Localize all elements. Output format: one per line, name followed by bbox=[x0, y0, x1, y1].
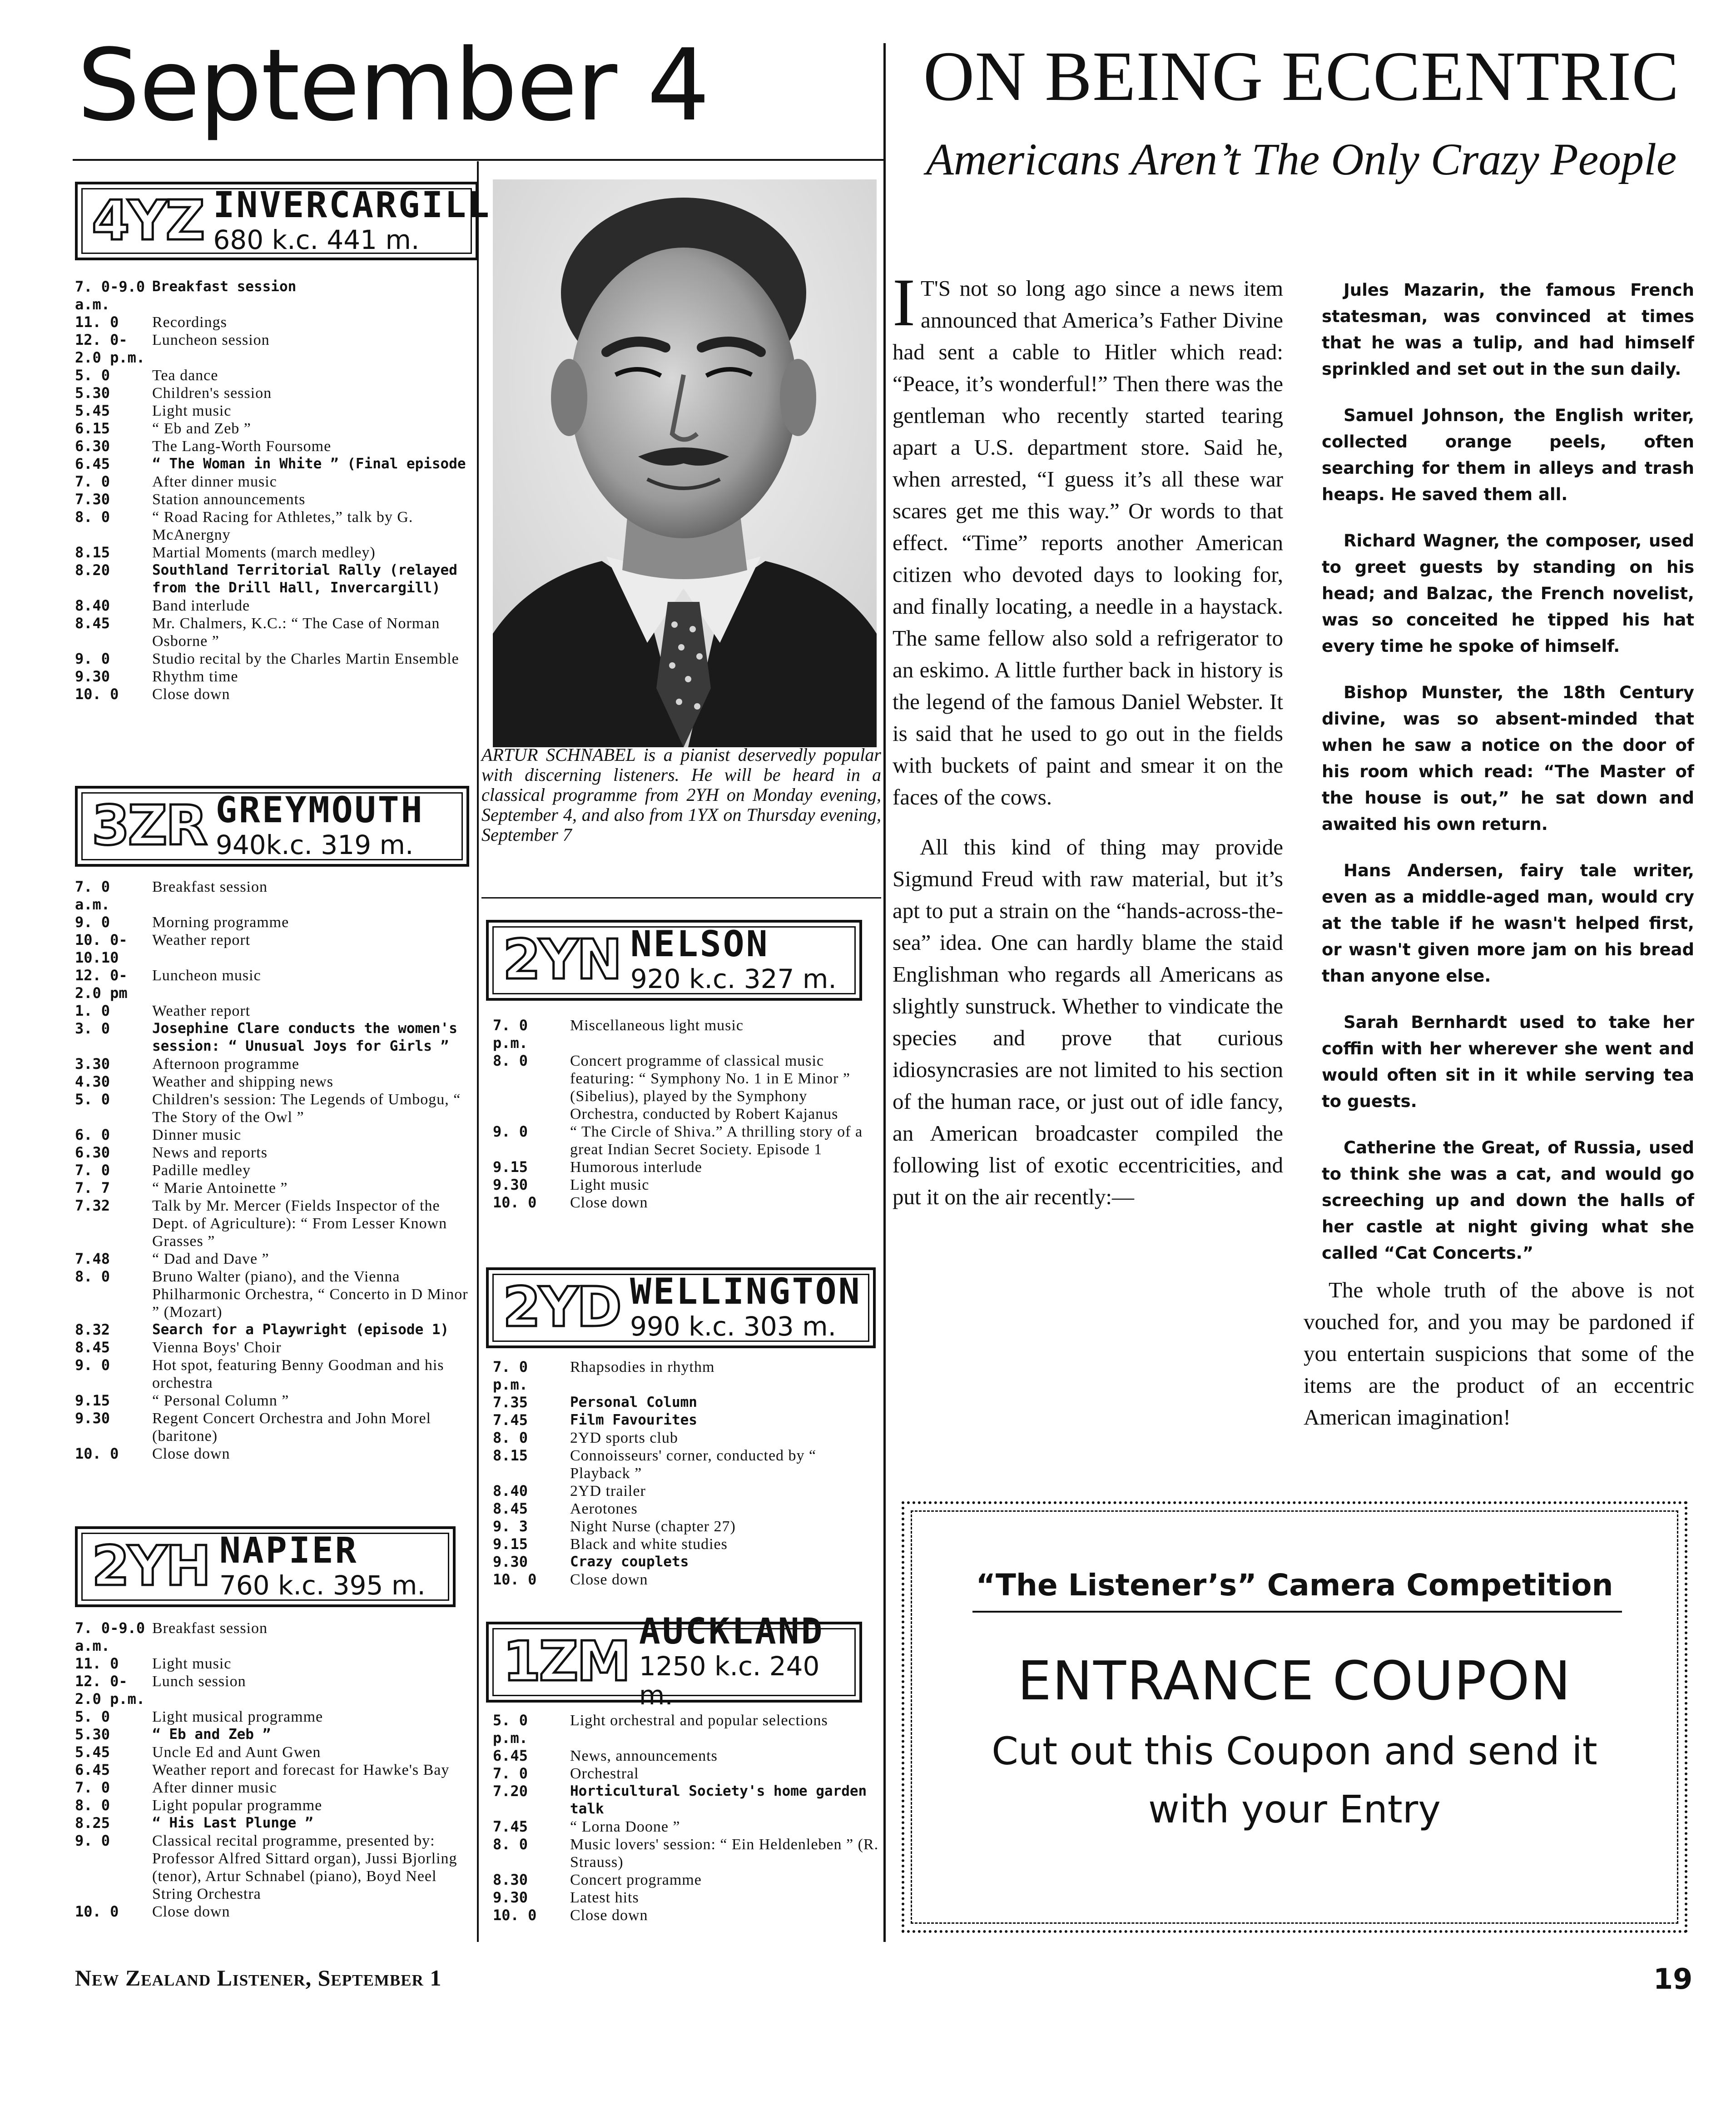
program-title: Southland Territorial Rally (relayed from the Drill Hall, Invercargill) bbox=[152, 562, 457, 596]
coupon-title: “The Listener’s” Camera Competition bbox=[976, 1568, 1613, 1603]
program-row bbox=[493, 1411, 879, 1429]
program-time: 7. 0 p.m. bbox=[493, 1358, 528, 1393]
program-time: 7. 0 bbox=[75, 473, 110, 490]
program-title: Latest hits bbox=[570, 1889, 639, 1906]
program-row bbox=[75, 650, 470, 668]
program-title: “ Marie Antoinette ” bbox=[152, 1180, 288, 1197]
program-row bbox=[75, 331, 470, 367]
program-time: 8.15 bbox=[75, 544, 110, 561]
program-time: 9. 3 bbox=[493, 1518, 528, 1535]
program-row bbox=[493, 1447, 879, 1482]
program-row bbox=[75, 1708, 470, 1726]
program-title: Horticultural Society's home garden talk bbox=[570, 1783, 867, 1817]
program-time: 7.30 bbox=[75, 491, 110, 508]
program-title: Children's session: The Legends of Umbogu, “ The Story of the Owl ” bbox=[152, 1091, 461, 1126]
program-title: Close down bbox=[570, 1907, 648, 1924]
eccentricity-item: Bishop Munster, the 18th Century divine, was so absent-minded that when he saw a notice on the door of his room which read: “The Master of the house is out,” he sat down and awaited his own return. bbox=[1322, 683, 1694, 834]
station-frequency: 1250 k.c. 240 m. bbox=[639, 1651, 820, 1711]
program-row bbox=[75, 437, 470, 455]
header-rule bbox=[73, 159, 886, 161]
program-title: The Lang-Worth Foursome bbox=[152, 438, 332, 455]
station-box-2yn bbox=[486, 920, 862, 1001]
program-title: Regent Concert Orchestra and John Morel (baritone) bbox=[152, 1410, 431, 1445]
station-box-2yh bbox=[75, 1526, 456, 1607]
program-row bbox=[75, 1179, 470, 1197]
station-box-1zm bbox=[486, 1611, 862, 1711]
program-time: 9.30 bbox=[75, 1410, 110, 1427]
article-subtitle: Americans Aren’t The Only Crazy People bbox=[926, 134, 1677, 184]
station-frequency: 920 k.c. 327 m. bbox=[630, 963, 837, 995]
program-time: 3. 0 bbox=[75, 1020, 110, 1037]
program-row bbox=[75, 473, 470, 491]
coupon-title-underline bbox=[972, 1611, 1622, 1613]
program-time: 7. 0-9.0 a.m. bbox=[75, 278, 145, 313]
station-city: AUCKLAND bbox=[639, 1611, 824, 1653]
program-time: 5.45 bbox=[75, 402, 110, 419]
program-title: Miscellaneous light music bbox=[570, 1017, 744, 1034]
program-time: 7. 0 bbox=[75, 1779, 110, 1796]
drop-cap: I bbox=[893, 265, 915, 340]
program-time: 8.45 bbox=[75, 615, 110, 632]
program-row bbox=[493, 1518, 879, 1535]
program-title: Afternoon programme bbox=[152, 1056, 299, 1072]
page-date-heading: September 4 bbox=[77, 28, 709, 143]
program-title: News and reports bbox=[152, 1144, 268, 1161]
coupon-line-1: Cut out this Coupon and send it bbox=[992, 1729, 1597, 1773]
program-title: News, announcements bbox=[570, 1748, 718, 1764]
eccentricity-item: Catherine the Great, of Russia, used to think she was a cat, and would go screeching up and down the halls of her castle at night giving what she called “Cat Concerts.” bbox=[1322, 1138, 1694, 1263]
program-time: 7.20 bbox=[493, 1782, 528, 1800]
station-city: NAPIER bbox=[219, 1530, 358, 1572]
program-row bbox=[493, 1836, 879, 1871]
program-row bbox=[75, 1832, 470, 1903]
article-main-column bbox=[893, 265, 1283, 1231]
eccentricity-item: Sarah Bernhardt used to take her coffin with her wherever she went and would often sit in it while serving tea to guests. bbox=[1322, 1013, 1694, 1111]
program-row bbox=[75, 1410, 470, 1445]
program-title: Light orchestral and popular selections bbox=[570, 1712, 828, 1729]
program-row bbox=[75, 1073, 470, 1091]
program-list-4yz bbox=[75, 278, 470, 703]
program-row bbox=[493, 1176, 879, 1194]
program-time: 9.30 bbox=[493, 1553, 528, 1570]
program-title: Breakfast session bbox=[152, 879, 268, 895]
artur-schnabel-portrait bbox=[493, 179, 877, 747]
program-time: 9.30 bbox=[493, 1889, 528, 1906]
program-title: Josephine Clare conducts the women's session: “ Unusual Joys for Girls ” bbox=[152, 1020, 457, 1054]
station-city: WELLINGTON bbox=[630, 1271, 862, 1313]
program-title: “ Eb and Zeb ” bbox=[152, 420, 251, 437]
program-row bbox=[493, 1747, 879, 1765]
program-title: Talk by Mr. Mercer (Fields Inspector of the Dept. of Agriculture): “ From Lesser Known Grasses ” bbox=[152, 1197, 447, 1250]
program-row bbox=[75, 1055, 470, 1073]
program-title: Light music bbox=[152, 1655, 232, 1672]
program-title: “ Personal Column ” bbox=[152, 1392, 289, 1409]
program-title: “ Eb and Zeb ” bbox=[152, 1726, 271, 1743]
station-box-4yz bbox=[75, 182, 491, 260]
program-title: Search for a Playwright (episode 1) bbox=[152, 1321, 449, 1338]
station-callsign: 4YZ bbox=[92, 189, 203, 253]
program-title: Rhythm time bbox=[152, 668, 238, 685]
station-callsign: 1ZM bbox=[503, 1630, 629, 1693]
program-row bbox=[75, 1814, 470, 1832]
program-list-2yn bbox=[493, 1017, 879, 1211]
station-callsign: 3ZR bbox=[92, 794, 206, 858]
program-title: Recordings bbox=[152, 314, 227, 331]
program-title: Concert programme bbox=[570, 1872, 702, 1888]
program-title: Light popular programme bbox=[152, 1797, 322, 1814]
program-title: Close down bbox=[152, 1445, 230, 1462]
program-title: Luncheon music bbox=[152, 967, 261, 984]
program-time: 7.45 bbox=[493, 1411, 528, 1429]
article-closing-paragraph: The whole truth of the above is not vouched for, and you may be pardoned if you entertain suspicions that some of the items are the product of an eccentric American imagination! bbox=[1304, 1277, 1694, 1430]
program-title: Breakfast session bbox=[152, 1620, 268, 1637]
program-time: 5. 0 bbox=[75, 367, 110, 384]
program-title: Band interlude bbox=[152, 597, 250, 614]
program-time: 8.40 bbox=[75, 597, 110, 614]
program-time: 1. 0 bbox=[75, 1002, 110, 1019]
coupon-heading: ENTRANCE COUPON bbox=[1017, 1649, 1572, 1712]
program-title: Padille medley bbox=[152, 1162, 251, 1179]
program-row bbox=[75, 544, 470, 561]
program-time: 9.30 bbox=[75, 668, 110, 685]
program-title: “ Dad and Dave ” bbox=[152, 1251, 269, 1267]
program-row bbox=[75, 402, 470, 420]
program-row bbox=[75, 384, 470, 402]
program-title: Classical recital programme, presented by: Professor Alfred Sittard organ), Jussi Bjorling (tenor), Artur Schnabel (piano), Boyd Neel String Orchestra bbox=[152, 1832, 457, 1902]
program-time: 8. 0 bbox=[493, 1429, 528, 1446]
program-title: Personal Column bbox=[570, 1394, 697, 1410]
program-row bbox=[493, 1358, 879, 1394]
program-title: Martial Moments (march medley) bbox=[152, 544, 376, 561]
program-title: “ His Last Plunge ” bbox=[152, 1815, 313, 1831]
program-title: After dinner music bbox=[152, 1779, 277, 1796]
program-time: 9.30 bbox=[493, 1176, 528, 1193]
program-title: Weather report and forecast for Hawke's Bay bbox=[152, 1762, 450, 1778]
program-time: 9. 0 bbox=[493, 1123, 528, 1140]
caption-rule bbox=[481, 897, 881, 899]
program-title: Weather report bbox=[152, 1003, 251, 1019]
program-title: Close down bbox=[570, 1571, 648, 1588]
program-row bbox=[493, 1818, 879, 1836]
program-row bbox=[75, 931, 470, 967]
program-title: Light musical programme bbox=[152, 1708, 323, 1725]
program-time: 5. 0 bbox=[75, 1091, 110, 1108]
program-row bbox=[75, 1162, 470, 1179]
listing-divider bbox=[477, 161, 479, 1942]
program-title: Weather report bbox=[152, 932, 251, 948]
program-time: 7. 0 p.m. bbox=[493, 1017, 528, 1052]
program-time: 8.25 bbox=[75, 1814, 110, 1832]
program-title: 2YD sports club bbox=[570, 1430, 678, 1446]
program-time: 11. 0 bbox=[75, 1655, 119, 1672]
program-title: Breakfast session bbox=[152, 278, 297, 295]
program-time: 6.45 bbox=[493, 1747, 528, 1764]
program-title: Hot spot, featuring Benny Goodman and his orchestra bbox=[152, 1357, 444, 1391]
program-row bbox=[75, 1655, 470, 1673]
program-time: 8.45 bbox=[493, 1500, 528, 1517]
program-title: Rhapsodies in rhythm bbox=[570, 1359, 715, 1375]
program-time: 9. 0 bbox=[75, 1832, 110, 1849]
column-divider bbox=[883, 43, 886, 1942]
program-time: 9. 0 bbox=[75, 914, 110, 931]
program-title: Close down bbox=[570, 1194, 648, 1211]
program-title: Children's session bbox=[152, 385, 272, 402]
station-frequency: 680 k.c. 441 m. bbox=[213, 224, 420, 255]
program-row bbox=[75, 491, 470, 508]
eccentricities-list bbox=[1322, 277, 1694, 1286]
program-time: 9.15 bbox=[75, 1392, 110, 1409]
program-time: 9. 0 bbox=[75, 1356, 110, 1374]
program-title: 2YD trailer bbox=[570, 1483, 646, 1499]
program-title: Orchestral bbox=[570, 1765, 639, 1782]
program-time: 8.32 bbox=[75, 1321, 110, 1338]
program-row bbox=[75, 1356, 470, 1392]
program-time: 7.35 bbox=[493, 1394, 528, 1411]
program-row bbox=[75, 1619, 470, 1655]
program-row bbox=[493, 1158, 879, 1176]
program-row bbox=[75, 1091, 470, 1126]
program-row bbox=[75, 455, 470, 473]
program-row bbox=[75, 278, 470, 313]
program-title: “ Lorna Doone ” bbox=[570, 1818, 680, 1835]
program-time: 3.30 bbox=[75, 1055, 110, 1072]
program-row bbox=[75, 313, 470, 331]
program-time: 7.45 bbox=[493, 1818, 528, 1835]
program-row bbox=[493, 1889, 879, 1906]
program-title: Uncle Ed and Aunt Gwen bbox=[152, 1744, 321, 1761]
program-row bbox=[75, 1445, 470, 1463]
program-row bbox=[75, 561, 470, 597]
program-row bbox=[75, 1268, 470, 1321]
program-title: Black and white studies bbox=[570, 1536, 728, 1553]
program-time: 8. 0 bbox=[493, 1052, 528, 1069]
footer-publication: New Zealand Listener, September 1 bbox=[75, 1965, 442, 1991]
program-time: 6.45 bbox=[75, 1761, 110, 1778]
program-time: 10. 0 bbox=[75, 1903, 119, 1920]
program-row bbox=[493, 1429, 879, 1447]
program-title: “ Road Racing for Athletes,” talk by G. McAnergny bbox=[152, 509, 413, 543]
program-row bbox=[75, 420, 470, 437]
program-time: 5. 0 bbox=[75, 1708, 110, 1725]
program-time: 11. 0 bbox=[75, 313, 119, 331]
program-title: Bruno Walter (piano), and the Vienna Philharmonic Orchestra, “ Concerto in D Minor ” (Mozart) bbox=[152, 1268, 468, 1321]
program-time: 7. 0 bbox=[75, 1162, 110, 1179]
program-time: 7.32 bbox=[75, 1197, 110, 1214]
station-city: GREYMOUTH bbox=[215, 790, 424, 831]
program-row bbox=[75, 914, 470, 931]
program-time: 8.20 bbox=[75, 561, 110, 579]
program-row bbox=[75, 1797, 470, 1814]
program-time: 8. 0 bbox=[75, 508, 110, 526]
program-title: Station announcements bbox=[152, 491, 306, 508]
program-row bbox=[75, 967, 470, 1002]
station-frequency: 940k.c. 319 m. bbox=[215, 829, 414, 861]
station-callsign: 2YN bbox=[503, 928, 620, 992]
program-time: 8. 0 bbox=[75, 1268, 110, 1285]
program-row bbox=[75, 367, 470, 384]
program-title: “ The Woman in White ” (Final episode bbox=[152, 456, 466, 472]
program-list-2yd bbox=[493, 1358, 879, 1589]
program-row bbox=[75, 508, 470, 544]
station-frequency: 990 k.c. 303 m. bbox=[630, 1311, 837, 1342]
program-row bbox=[75, 1250, 470, 1268]
program-time: 5.30 bbox=[75, 1726, 110, 1743]
program-title: “ The Circle of Shiva.” A thrilling story of a great Indian Secret Society. Episode 1 bbox=[570, 1123, 863, 1158]
program-time: 7. 7 bbox=[75, 1179, 110, 1197]
program-time: 8. 0 bbox=[493, 1836, 528, 1853]
coupon-line-2: with your Entry bbox=[1148, 1787, 1441, 1832]
program-title: Vienna Boys' Choir bbox=[152, 1339, 282, 1356]
program-time: 8.45 bbox=[75, 1339, 110, 1356]
program-title: Morning programme bbox=[152, 914, 289, 931]
program-row bbox=[493, 1482, 879, 1500]
program-list-3zr bbox=[75, 878, 470, 1463]
portrait-caption: ARTUR SCHNABEL is a pianist deservedly popular with discerning listeners. He will be heard in a classical programme from 2YH on Monday evening, September 4, and also from 1YX on Thursday evening, September 7 bbox=[481, 745, 881, 845]
program-row bbox=[75, 615, 470, 650]
program-title: Humorous interlude bbox=[570, 1159, 702, 1176]
program-row bbox=[493, 1500, 879, 1518]
program-row bbox=[75, 685, 470, 703]
program-row bbox=[75, 1002, 470, 1020]
program-time: 9.15 bbox=[493, 1158, 528, 1176]
station-callsign: 2YH bbox=[92, 1535, 209, 1598]
program-time: 8.40 bbox=[493, 1482, 528, 1499]
program-time: 9. 0 bbox=[75, 650, 110, 667]
program-list-1zm bbox=[493, 1712, 879, 1924]
program-time: 6.15 bbox=[75, 420, 110, 437]
program-title: Tea dance bbox=[152, 367, 218, 384]
program-row bbox=[493, 1535, 879, 1553]
program-title: Night Nurse (chapter 27) bbox=[570, 1518, 736, 1535]
program-row bbox=[75, 1726, 470, 1743]
program-title: Concert programme of classical music featuring: “ Symphony No. 1 in E Minor ” (Sibelius), played by the Symphony Orchestra, conducted by Robert Kajanus bbox=[570, 1053, 850, 1122]
program-row bbox=[493, 1571, 879, 1589]
coupon-instructions bbox=[904, 1722, 1685, 1838]
program-list-2yh bbox=[75, 1619, 470, 1921]
program-time: 12. 0-2.0 pm bbox=[75, 967, 128, 1002]
program-row bbox=[75, 1392, 470, 1410]
program-row bbox=[493, 1553, 879, 1571]
program-time: 7. 0 a.m. bbox=[75, 878, 110, 913]
program-row bbox=[75, 1321, 470, 1339]
program-time: 10. 0 bbox=[493, 1571, 537, 1588]
program-row bbox=[493, 1782, 879, 1818]
program-title: Aerotones bbox=[570, 1500, 638, 1517]
program-title: Music lovers' session: “ Ein Heldenleben ” (R. Strauss) bbox=[570, 1836, 879, 1871]
article-paragraph-2: All this kind of thing may provide Sigmund Freud with raw material, but it’s apt to put a strain on the “hands-across-the-sea” idea. One can hardly blame the staid Englishman who regards all Americans as slightly sunstruck. Whether to vindicate the species and prove that curious idiosyncrasies are not limited to his section of the human race, or just out of idle fancy, an American broadcaster compiled the following list of exotic eccentricities, and put it on the air recently:— bbox=[893, 834, 1283, 1209]
program-time: 12. 0-2.0 p.m. bbox=[75, 1673, 145, 1708]
program-time: 10. 0 bbox=[493, 1906, 537, 1924]
program-row bbox=[75, 668, 470, 685]
station-city: NELSON bbox=[630, 924, 769, 965]
program-time: 6.45 bbox=[75, 455, 110, 472]
program-time: 7.48 bbox=[75, 1250, 110, 1267]
eccentricity-item: Samuel Johnson, the English writer, collected orange peels, often searching for them in alleys and trash heaps. He saved them all. bbox=[1322, 406, 1694, 504]
station-box-2yd bbox=[486, 1267, 876, 1348]
eccentricity-item: Hans Andersen, fairy tale writer, even as a middle-aged man, would cry at the table if he wasn't helped first, or wasn't given more jam on his bread than anyone else. bbox=[1322, 861, 1694, 986]
program-time: 7. 0-9.0 a.m. bbox=[75, 1619, 145, 1654]
program-time: 12. 0-2.0 p.m. bbox=[75, 331, 145, 366]
program-row bbox=[75, 1126, 470, 1144]
program-title: Light music bbox=[570, 1177, 650, 1193]
station-city: INVERCARGILL bbox=[213, 184, 491, 226]
program-time: 8.30 bbox=[493, 1871, 528, 1888]
program-title: Studio recital by the Charles Martin Ensemble bbox=[152, 650, 459, 667]
program-row bbox=[75, 1903, 470, 1921]
program-row bbox=[75, 1197, 470, 1250]
station-frequency: 760 k.c. 395 m. bbox=[219, 1570, 426, 1601]
eccentricity-item: Jules Mazarin, the famous French statesman, was convinced at times that he was a tulip, and had himself sprinkled and set out in the sun daily. bbox=[1322, 280, 1694, 379]
program-title: Connoisseurs' corner, conducted by “ Playback ” bbox=[570, 1447, 817, 1482]
program-time: 6.30 bbox=[75, 437, 110, 455]
program-time: 5.45 bbox=[75, 1743, 110, 1761]
program-title: Weather and shipping news bbox=[152, 1073, 333, 1090]
eccentricity-item: Richard Wagner, the composer, used to greet guests by standing on his head; and Balzac, the French novelist, was so conceited he tipped his hat every time he spoke of himself. bbox=[1322, 531, 1694, 656]
program-title: Crazy couplets bbox=[570, 1554, 689, 1570]
page-number: 19 bbox=[1653, 1962, 1693, 1996]
entrance-coupon[interactable] bbox=[902, 1501, 1687, 1933]
program-row bbox=[493, 1394, 879, 1411]
program-row bbox=[75, 1743, 470, 1761]
program-title: Luncheon session bbox=[152, 332, 270, 348]
program-time: 8. 0 bbox=[75, 1797, 110, 1814]
program-time: 9.15 bbox=[493, 1535, 528, 1553]
program-title: After dinner music bbox=[152, 473, 277, 490]
station-box-3zr bbox=[75, 786, 469, 867]
program-row bbox=[493, 1712, 879, 1747]
program-row bbox=[493, 1123, 879, 1158]
program-row bbox=[75, 1144, 470, 1162]
program-title: Dinner music bbox=[152, 1127, 242, 1143]
program-row bbox=[75, 1761, 470, 1779]
program-row bbox=[75, 1779, 470, 1797]
program-title: Close down bbox=[152, 686, 230, 703]
program-row bbox=[493, 1052, 879, 1123]
program-title: Mr. Chalmers, K.C.: “ The Case of Norman Osborne ” bbox=[152, 615, 440, 650]
program-row bbox=[75, 1020, 470, 1055]
program-time: 5.30 bbox=[75, 384, 110, 402]
program-row bbox=[493, 1017, 879, 1052]
program-title: Close down bbox=[152, 1903, 230, 1920]
program-time: 10. 0 bbox=[493, 1194, 537, 1211]
program-time: 4.30 bbox=[75, 1073, 110, 1090]
program-row bbox=[75, 1339, 470, 1356]
program-title: Film Favourites bbox=[570, 1412, 697, 1428]
program-title: Lunch session bbox=[152, 1673, 246, 1690]
program-title: Light music bbox=[152, 402, 232, 419]
program-row bbox=[75, 597, 470, 615]
program-time: 10. 0 bbox=[75, 1445, 119, 1462]
program-time: 10. 0-10.10 bbox=[75, 931, 128, 966]
program-time: 7. 0 bbox=[493, 1765, 528, 1782]
program-row bbox=[493, 1871, 879, 1889]
program-time: 8.15 bbox=[493, 1447, 528, 1464]
program-time: 6.30 bbox=[75, 1144, 110, 1161]
program-row bbox=[493, 1765, 879, 1782]
program-time: 5. 0 p.m. bbox=[493, 1712, 528, 1747]
program-row bbox=[75, 1673, 470, 1708]
program-time: 10. 0 bbox=[75, 685, 119, 703]
program-time: 6. 0 bbox=[75, 1126, 110, 1143]
article-paragraph-1: I T'S not so long ago since a news item announced that America’s Father Divine had sent a cable to Hitler which read: “Peace, it’s wonderful!” Then there was the gentleman who recently started tearing apart a U.S. department store. Said he, when arrested, “I guess it’s all these war scares get me this way.” Or words to that effect. “Time” reports another American citizen who devoted days to looking for, and finally locating, a needle in a haystack. The same fellow also sold a refrigerator to an eskimo. A little further back in history is the legend of the famous Daniel Webster. It is said that he used to go out in the fields with buckets of paint and smear it on the faces of the cows. bbox=[893, 265, 1283, 809]
program-row bbox=[75, 878, 470, 914]
article-title: ON BEING ECCENTRIC bbox=[923, 37, 1680, 115]
station-callsign: 2YD bbox=[503, 1276, 620, 1339]
program-row bbox=[493, 1906, 879, 1924]
program-row bbox=[493, 1194, 879, 1211]
